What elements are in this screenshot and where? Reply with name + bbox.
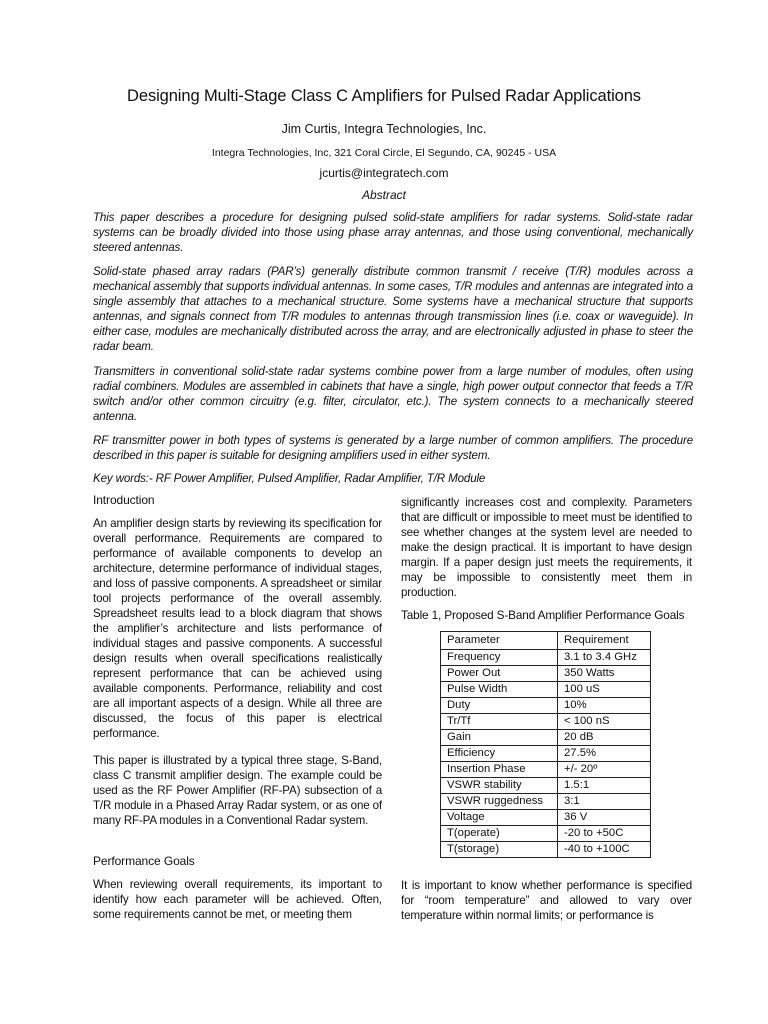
table-cell-parameter: Efficiency [441, 746, 558, 762]
table-cell-requirement: 3:1 [558, 794, 651, 810]
table-cell-parameter: VSWR stability [441, 778, 558, 794]
table-row [441, 650, 651, 666]
performance-goals-heading: Performance Goals [93, 854, 195, 868]
table-row [441, 730, 651, 746]
abstract-paragraph-2: Solid-state phased array radars (PAR’s) generally distribute common transmit / receive (T/R) modules across a mechanical assembly that supports individual antennas. In some cases, T/R modules and antennas are integrated into a single assembly that attaches to a mechanical structure. Some systems have a mechanical structure that supports antennas, and signals connect from T/R modules to antennas through transmission lines (i.e. coax or waveguide). In either case, modules are mechanically distributed across the array, and are electronically adjusted in phase to steer the radar beam. [93, 265, 693, 353]
table-cell-requirement: 3.1 to 3.4 GHz [558, 650, 651, 666]
introduction-heading: Introduction [93, 493, 155, 507]
performance-paragraph-1: When reviewing overall requirements, its important to identify how each parameter will be achieved. Often, some requirements cannot be met, or meeting them [93, 878, 382, 921]
left-column-performance [93, 877, 382, 922]
table-row [441, 714, 651, 730]
table-cell-parameter: T(storage) [441, 842, 558, 858]
table-cell-parameter: Power Out [441, 666, 558, 682]
table-cell-parameter: Pulse Width [441, 682, 558, 698]
table-cell-requirement: 36 V [558, 810, 651, 826]
table-caption: Table 1, Proposed S-Band Amplifier Performance Goals [401, 608, 685, 622]
table-row [441, 778, 651, 794]
table-cell-requirement: -20 to +50C [558, 826, 651, 842]
author-email: jcurtis@integratech.com [319, 166, 449, 180]
table-header-row [441, 632, 651, 650]
table-cell-parameter: Duty [441, 698, 558, 714]
table-cell-requirement: +/- 20º [558, 762, 651, 778]
table-cell-parameter: Insertion Phase [441, 762, 558, 778]
left-column-intro-2 [93, 753, 382, 828]
table-row [441, 810, 651, 826]
table-cell-parameter: T(operate) [441, 826, 558, 842]
table-cell-parameter: VSWR ruggedness [441, 794, 558, 810]
table-cell-requirement: 350 Watts [558, 666, 651, 682]
abstract-paragraph-3: Transmitters in conventional solid-state radar systems combine power from a large number of modules, often using radial combiners. Modules are assembled in cabinets that have a single, high power output connector that feeds a T/R switch and/or other common circuitry (e.g. filter, circulator, etc.). The system connects to a mechanically steered antenna. [93, 365, 693, 423]
table-row [441, 762, 651, 778]
abstract-paragraph-4: RF transmitter power in both types of systems is generated by a large number of common amplifiers. The procedure described in this paper is suitable for designing amplifiers used in either system. [93, 434, 693, 462]
table-row [441, 794, 651, 810]
table-cell-parameter: Gain [441, 730, 558, 746]
abstract-heading: Abstract [361, 188, 406, 202]
table-cell-requirement: 27.5% [558, 746, 651, 762]
table-cell-requirement: -40 to +100C [558, 842, 651, 858]
right-column-top [401, 495, 692, 600]
right-column-bottom [401, 878, 692, 923]
table-cell-requirement: 20 dB [558, 730, 651, 746]
keywords-line: Key words:- RF Power Amplifier, Pulsed Amplifier, Radar Amplifier, T/R Module [93, 472, 486, 485]
paper-title: Designing Multi-Stage Class C Amplifiers for Pulsed Radar Applications [127, 87, 641, 105]
table-row [441, 842, 651, 858]
intro-paragraph-2: This paper is illustrated by a typical three stage, S-Band, class C transmit amplifier design. The example could be used as the RF Power Amplifier (RF-PA) subsection of a T/R module in a Phased Array Radar system, or as one of many RF-PA modules in a Conventional Radar system. [93, 754, 382, 827]
right-paragraph-1: significantly increases cost and complexity. Parameters that are difficult or impossible to meet must be identified to see whether changes at the system level are needed to make the design practical. It is important to have design margin. If a paper design just meets the requirements, it may be impossible to consistently meet them in production. [401, 496, 692, 599]
table-row [441, 666, 651, 682]
table-header-requirement: Requirement [558, 632, 651, 650]
table-cell-requirement: < 100 nS [558, 714, 651, 730]
table-cell-requirement: 100 uS [558, 682, 651, 698]
table-row [441, 698, 651, 714]
intro-paragraph-1: An amplifier design starts by reviewing its specification for overall performance. Requirements are compared to performance of available components to develop an architecture, determine performance of individual stages, and loss of passive components. A spreadsheet or similar tool projects performance of the overall assembly. Spreadsheet results lead to a block diagram that shows the amplifier’s architecture and lists performance of individual stages and passive components. A successful design results when overall specifications realistically represent performance that can be achieved using available components. Performance, reliability and cost are all important aspects of a design. While all three are discussed, the focus of this paper is electrical performance. [93, 517, 382, 740]
abstract-paragraph-1: This paper describes a procedure for designing pulsed solid-state amplifiers for radar systems. Solid-state radar systems can be broadly divided into those using phase array antennas, and those using conventional, mechanically steered antennas. [93, 211, 693, 254]
table-row [441, 682, 651, 698]
right-paragraph-2: It is important to know whether performance is specified for “room temperature” and allowed to vary over temperature within normal limits; or performance is [401, 879, 692, 922]
table-cell-parameter: Frequency [441, 650, 558, 666]
author-line: Jim Curtis, Integra Technologies, Inc. [281, 122, 487, 136]
affiliation-line: Integra Technologies, Inc, 321 Coral Circle, El Segundo, CA, 90245 - USA [211, 147, 557, 159]
table-cell-requirement: 10% [558, 698, 651, 714]
table-header-parameter: Parameter [441, 632, 558, 650]
left-column-intro [93, 516, 382, 741]
performance-goals-table [440, 631, 651, 858]
table-row [441, 746, 651, 762]
table-cell-parameter: Tr/Tf [441, 714, 558, 730]
table-row [441, 826, 651, 842]
table-cell-parameter: Voltage [441, 810, 558, 826]
table-cell-requirement: 1.5:1 [558, 778, 651, 794]
